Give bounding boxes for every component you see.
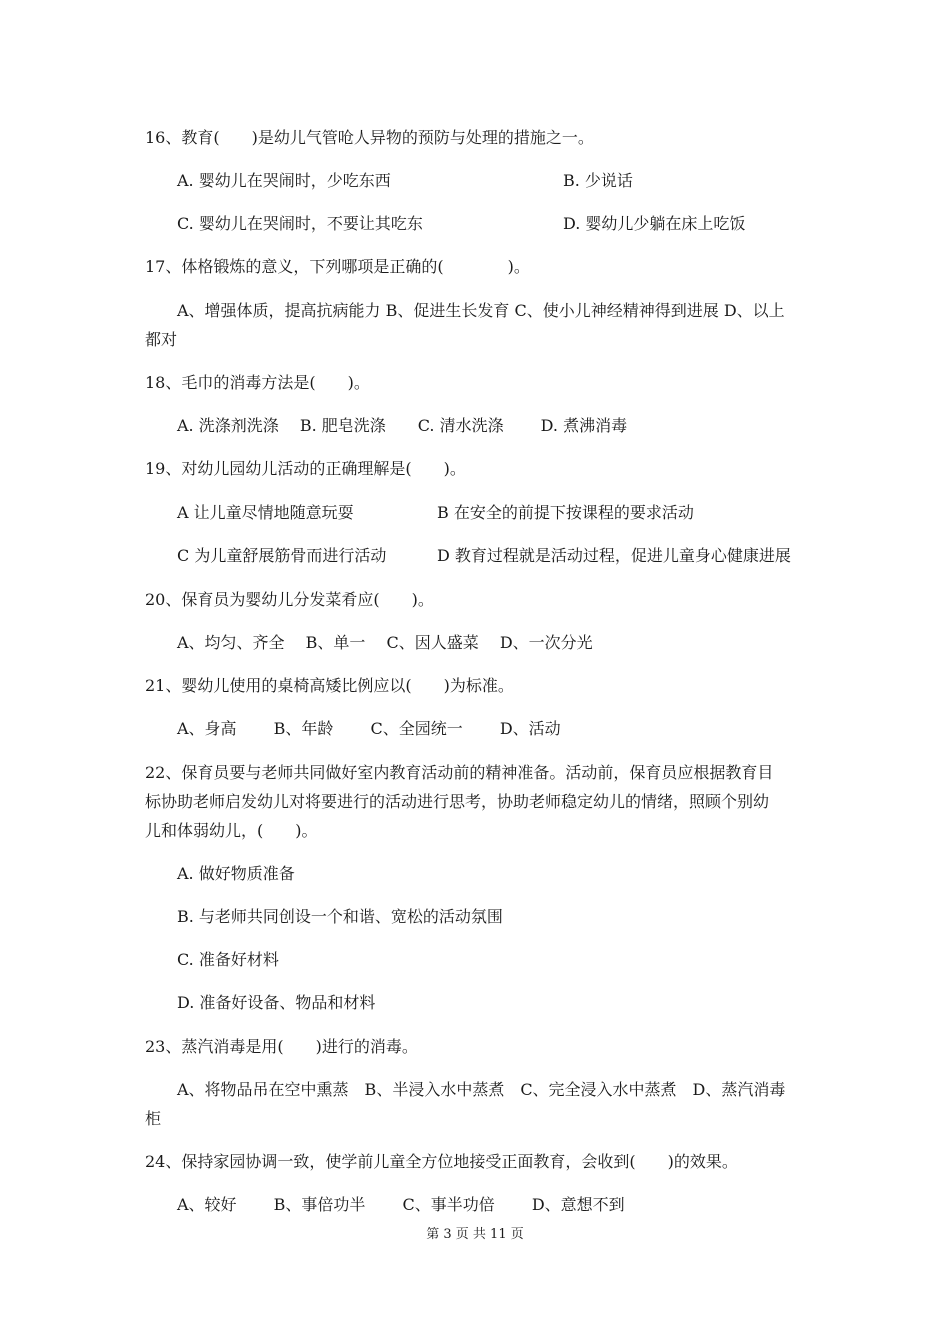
question-22-option-c: C. 准备好材料 xyxy=(177,950,279,969)
question-19-option-c: C 为儿童舒展筋骨而进行活动 xyxy=(177,546,387,565)
question-19-option-b: B 在安全的前提下按课程的要求活动 xyxy=(437,503,694,522)
question-23-stem: 23、蒸汽消毒是用( )进行的消毒。 xyxy=(145,1037,418,1056)
question-18-options: A. 洗涤剂洗涤 B. 肥皂洗涤 C. 清水洗涤 D. 煮沸消毒 xyxy=(177,416,628,435)
question-18-stem: 18、毛巾的消毒方法是( )。 xyxy=(145,373,370,392)
question-22-stem-line3: 儿和体弱幼儿，( )。 xyxy=(145,821,318,840)
question-16-option-a: A. 婴幼儿在哭闹时，少吃东西 xyxy=(177,171,391,190)
question-19-option-a: A 让儿童尽情地随意玩耍 xyxy=(177,503,354,522)
question-22-option-d: D. 准备好设备、物品和材料 xyxy=(177,993,376,1012)
question-16-option-d: D. 婴幼儿少躺在床上吃饭 xyxy=(563,214,746,233)
question-16-stem: 16、教育( )是幼儿气管呛人异物的预防与处理的措施之一。 xyxy=(145,128,594,147)
question-23-options-line1: A、将物品吊在空中熏蒸 B、半浸入水中蒸煮 C、完全浸入水中蒸煮 D、蒸汽消毒 xyxy=(177,1080,786,1099)
question-24-options: A、较好 B、事倍功半 C、事半功倍 D、意想不到 xyxy=(177,1195,625,1214)
question-22-option-b: B. 与老师共同创设一个和谐、宽松的活动氛围 xyxy=(177,907,503,926)
question-16-option-b: B. 少说话 xyxy=(563,171,633,190)
question-22-option-a: A. 做好物质准备 xyxy=(177,864,295,883)
question-21-stem: 21、婴幼儿使用的桌椅高矮比例应以( )为标准。 xyxy=(145,676,514,695)
page-footer: 第 3 页 共 11 页 xyxy=(426,1227,524,1242)
question-20-options: A、均匀、齐全 B、单一 C、因人盛菜 D、一次分光 xyxy=(177,633,593,652)
question-20-stem: 20、保育员为婴幼儿分发菜肴应( )。 xyxy=(145,590,434,609)
question-17-options-line1: A、增强体质，提高抗病能力 B、促进生长发育 C、使小儿神经精神得到进展 D、以上 xyxy=(177,301,785,320)
question-17-stem: 17、体格锻炼的意义，下列哪项是正确的( )。 xyxy=(145,257,530,276)
question-17-options-line2: 都对 xyxy=(145,330,178,349)
question-19-option-d: D 教育过程就是活动过程，促进儿童身心健康进展 xyxy=(437,546,791,565)
question-22-stem-line2: 标协助老师启发幼儿对将要进行的活动进行思考，协助老师稳定幼儿的情绪，照顾个别幼 xyxy=(145,792,770,811)
question-24-stem: 24、保持家园协调一致，使学前儿童全方位地接受正面教育，会收到( )的效果。 xyxy=(145,1152,738,1171)
question-21-options: A、身高 B、年龄 C、全园统一 D、活动 xyxy=(177,719,561,738)
question-19-stem: 19、对幼儿园幼儿活动的正确理解是( )。 xyxy=(145,459,466,478)
question-22-stem-line1: 22、保育员要与老师共同做好室内教育活动前的精神准备。活动前，保育员应根据教育目 xyxy=(145,763,774,782)
question-16-option-c: C. 婴幼儿在哭闹时，不要让其吃东 xyxy=(177,214,423,233)
question-23-options-line2: 柜 xyxy=(145,1109,162,1128)
